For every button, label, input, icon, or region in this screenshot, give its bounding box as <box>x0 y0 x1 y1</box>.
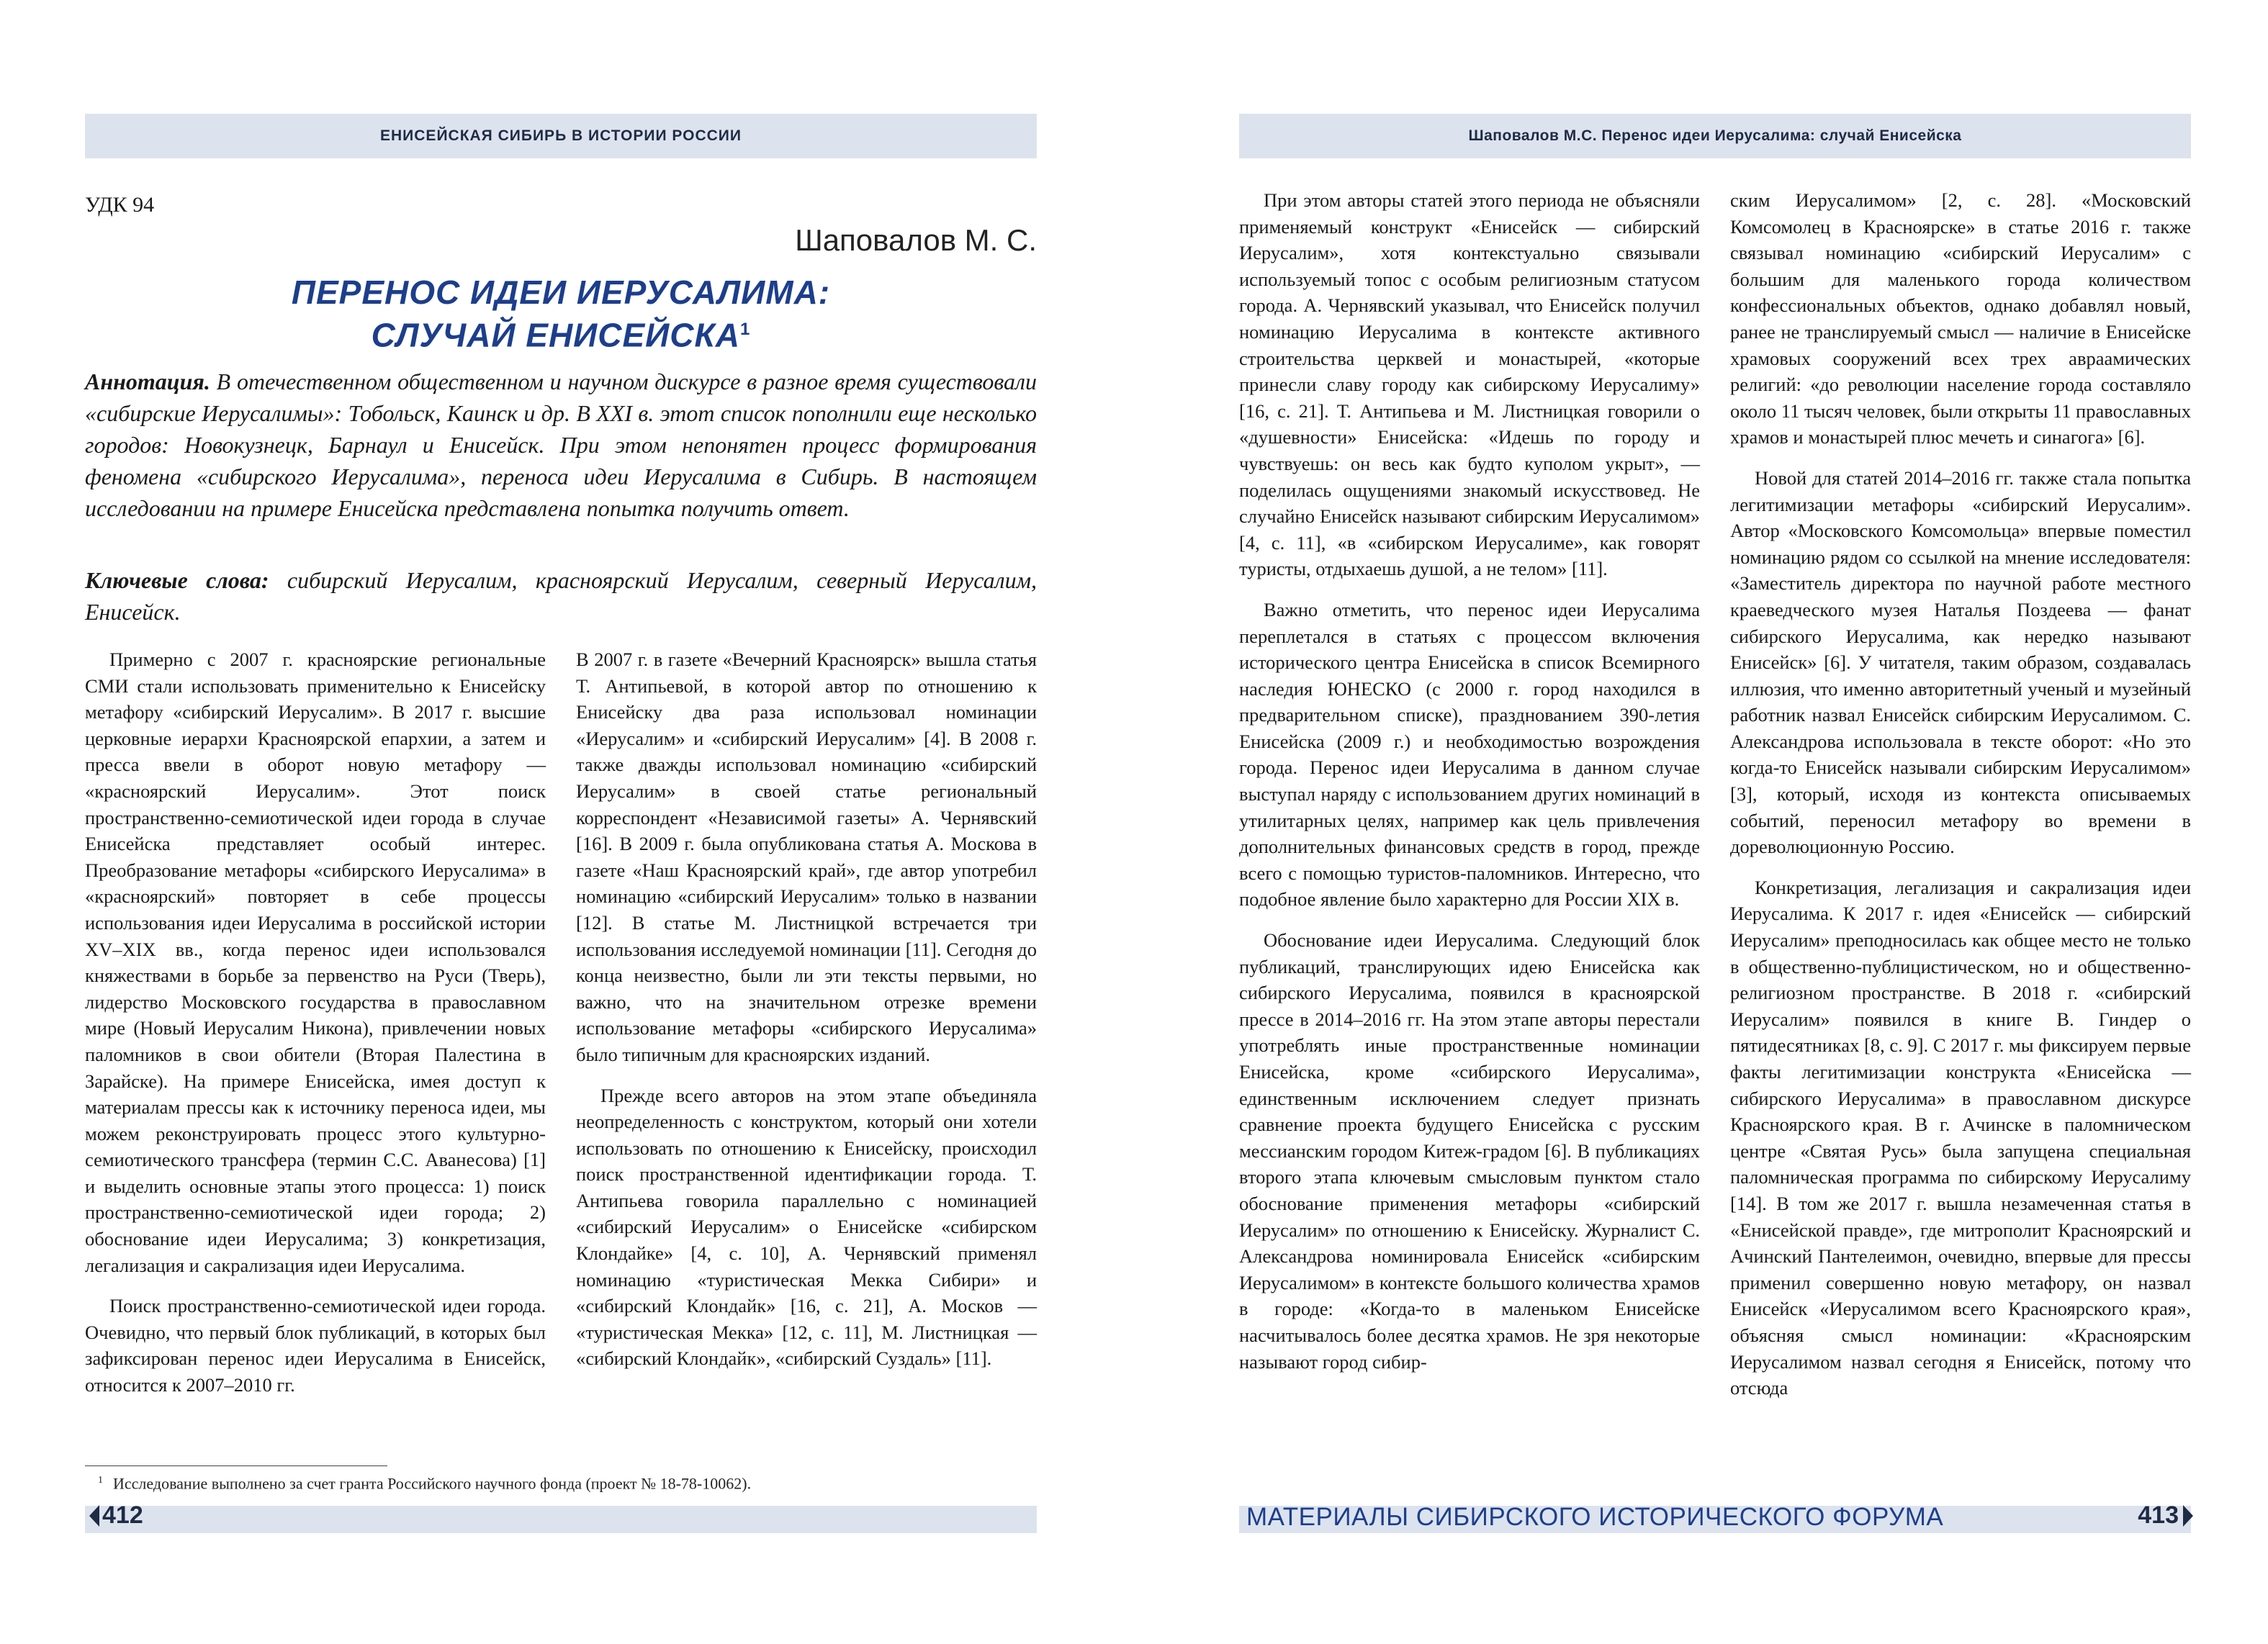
running-header-right: Шаповалов М.С. Перенос идеи Иерусалима: случай Енисейска <box>1239 114 2191 158</box>
abstract <box>85 366 1037 524</box>
journal-title: МАТЕРИАЛЫ СИБИРСКОГО ИСТОРИЧЕСКОГО ФОРУМА <box>1246 1503 1944 1531</box>
footnote <box>98 1470 751 1494</box>
article-title <box>85 274 1037 353</box>
paragraph: Примерно с 2007 г. красноярские региональные СМИ стали использовать применительно к Енисейску метафору «сибирский Иерусалим». В 2017 г. высшие церковные иерархи Красноярской епархии, а затем и пресса ввели в оборот новую метафору — «красноярский Иерусалим». Этот поиск пространственно-семиотической идеи города в случае Енисейска представляет особый интерес. Преобразование метафоры «сибирского Иерусалима» в «красноярский» повторяет в себе процессы использования идеи Иерусалима в российской истории XV–XIX вв., когда перенос идеи использовался княжествами в борьбе за первенство на Руси (Тверь), лидерство Московского государства в православном мире (Новый Иерусалим Никона), привлечении новых паломников в свои обители (Вторая Палестина в Зарайске). На примере Енисейска, имея доступ к материалам прессы как к источнику переноса идеи, мы можем реконструировать процесс этого культурно-семиотического трансфера (термин С.С. Аванесова) [1] и выделить основные этапы этого процесса: 1) поиск пространственно-семиотической идеи города; 2) обоснование идеи Иерусалима; 3) конкретизация, легализация и сакрализация идеи Иерусалима. <box>85 649 546 1276</box>
right-column-2 <box>1730 187 2191 1416</box>
paragraph: Прежде всего авторов на этом этапе объединяла неопределенность с конструктом, который они хотели использовать по отношению к Енисейску, происходил поиск пространственной идентификации города. Т. Антипьева говорила параллельно с номинацией «сибирский Иерусалим» о Енисейске «сибирском Клондайке» [4, с. 10], А. Чернявский применял номинацию «туристическая Мекка Сибири» и «сибирский Клондайк» [16, с. 21], А. Москов — «туристическая Мекка» [12, с. 11], М. Листницкая — «сибирский Клондайк», «сибирский Суздаль» [11]. <box>576 1084 1037 1370</box>
abstract-text: В отечественном общественном и научном дискурсе в разное время существовали «сибирские Иерусалимы»: Тобольск, Каинск и др. В XXI в. этот список пополнили еще несколько городов: Новокузнецк, Барнаул и Енисейск. При этом непонятен процесс формирования феномена «сибирского Иерусалима», переноса идеи Иерусалима в Сибирь. В настоящем исследовании на примере Енисейска представлена попытка получить ответ. <box>85 369 1038 521</box>
paragraph: Важно отметить, что перенос идеи Иерусалима переплетался в статьях с процессом включения исторического центра Енисейска в список Всемирного наследия ЮНЕСКО (с 2000 г. город находился в предварительном списке), празднованием 390-летия Енисейска (2009 г.) и необходимостью возрождения города. Перенос идеи Иерусалима в данном случае выступал наряду с использованием других номинаций в утилитарных целях, например как цель привлечения дополнительных финансовых средств в город, прежде всего с помощью туристов-паломников. Интересно, что подобное явление было характерно для России XIX в. <box>1239 598 1700 911</box>
right-column-1 <box>1239 187 1700 1389</box>
paragraph: Обоснование идеи Иерусалима. Следующий блок публикаций, транслирующих идею Енисейска как сибирского Иерусалима, появился в красноярской прессе в 2014–2016 гг. На этом этапе авторы перестали употреблять иные пространственные номинации Енисейска, кроме «сибирского Иерусалима», единственным исключением следует признать сравнение проекта будущего Енисейска с русским мессианским городом Китеж-градом [6]. В публикациях второго этапа ключевым смысловым пунктом стало обоснование применения метафоры «сибирский Иерусалим» по отношению к Енисейску. Журналист С. Александрова номинировала Енисейск «сибирским Иерусалимом» в контексте большого количества храмов в городе: «Когда-то в маленьком Енисейске насчитывалось более десятка храмов. Не зря некоторые называют город сибир- <box>1239 929 1700 1373</box>
paragraph: ским Иерусалимом» [2, с. 28]. «Московский Комсомолец в Красноярске» в статье 2016 г. также связывал номинацию «сибирский Иерусалим» с большим для маленького города количеством конфессиональных объектов, однако добавлял новый, ранее не транслируемый смысл — наличие в Енисейске храмовых сооружений всех трех авраамических религий: «до революции население города составляло около 11 тысяч человек, были открыты 11 православных храмов и монастырей плюс мечеть и синагога» [6]. <box>1730 189 2191 448</box>
paragraph: Новой для статей 2014–2016 гг. также стала попытка легитимизации метафоры «сибирский Иерусалим». Автор «Московского Комсомольца» впервые поместил номинацию рядом со ссылкой на мнение исследователя: «Заместитель директора по научной работе местного краеведческого музея Наталья Поздеева — фанат сибирского Иерусалима, как нередко называют Енисейск» [6]. У читателя, таким образом, создавалась иллюзия, что именно авторитетный ученый и музейный работник назвал Енисейск сибирским Иерусалимом. С. Александрова использовала в тексте оборот: «Но это когда-то Енисейск называли сибирским Иерусалимом» [3], который, исходя из контекста описываемых событий, переносил метафору во времени в дореволюционную Россию. <box>1730 466 2191 858</box>
left-column-1 <box>85 646 546 1413</box>
footnote-text: Исследование выполнено за счет гранта Российского научного фонда (проект № 18-78-10062). <box>113 1474 752 1493</box>
footnote-divider <box>85 1465 387 1466</box>
paragraph: Поиск пространственно-семиотической идеи города. Очевидно, что первый блок публикаций, в которых был зафиксирован перенос идеи Иерусалима в Енисейск, относится к 2007–2010 гг. <box>85 1295 546 1396</box>
udk-code: УДК 94 <box>85 193 155 217</box>
paragraph: Конкретизация, легализация и сакрализация идеи Иерусалима. К 2017 г. идея «Енисейск — сибирский Иерусалим» преподносилась как общее место не только в общественно-публицистическом, но и общественно-религиозном пространстве. В 2018 г. «сибирский Иерусалим» появился в книге В. Гиндер о пятидесятниках [8, с. 9]. С 2017 г. мы фиксируем первые факты легитимизации конструкта «Енисейска — сибирского Иерусалима» в православном дискурсе Красноярского края. В г. Ачинске в паломническом центре «Святая Русь» была запущена специальная паломническая программа по сибирскому Иерусалиму [14]. В том же 2017 г. вышла незамеченная статья в «Енисейской правде», где митрополит Красноярский и Ачинский Пантелеимон, очевидно, впервые для прессы применил совершенно новую метафору, он назвал Енисейск «Иерусалимом всего Красноярского края», объясняя смысл номинации: «Красноярским Иерусалимом назвал сегодня я Енисейск, потому что отсюда <box>1730 876 2191 1399</box>
right-page <box>1134 0 2268 1644</box>
keywords-text: сибирский Иерусалим, красноярский Иерусалим, северный Иерусалим, Енисейск. <box>85 567 1038 625</box>
author-name: Шаповалов М. С. <box>795 223 1037 257</box>
footnote-mark: 1 <box>98 1475 103 1486</box>
keywords-label: Ключевые слова: <box>85 567 269 593</box>
chevron-left-icon <box>89 1505 99 1527</box>
page-number-right <box>2138 1501 2193 1530</box>
abstract-label: Аннотация. <box>85 369 210 394</box>
keywords <box>85 564 1037 628</box>
title-line-2 <box>85 311 1037 353</box>
footer-band-left <box>85 1506 1037 1533</box>
left-column-2 <box>576 646 1037 1386</box>
running-header-left: ЕНИСЕЙСКАЯ СИБИРЬ В ИСТОРИИ РОССИИ <box>85 114 1037 158</box>
title-footnote-mark: 1 <box>739 320 751 339</box>
title-line-1: ПЕРЕНОС ИДЕИ ИЕРУСАЛИМА: <box>291 274 831 311</box>
page-number-left <box>89 1501 143 1530</box>
page-number-text: 412 <box>102 1501 143 1529</box>
paragraph: При этом авторы статей этого периода не объясняли применяемый конструкт «Енисейск — сибирский Иерусалим», хотя контекстуально связывали используемый топос с особым религиозным статусом города. А. Чернявский указывал, что Енисейск получил номинацию Иерусалима в контексте активного строительства церквей и монастырей, «которые принесли славу городу как сибирскому Иерусалиму» [16, с. 21]. Т. Антипьева и М. Листницкая говорили о «душевности» Енисейска: «Идешь по городу и чувствуешь: он весь как будто куполом укрыт», — поделилась ощущениями знакомый искусствовед. Не случайно Енисейск называют сибирским Иерусалимом» [4, с. 11], «в «сибирском Иерусалиме», как говорят туристы, отдыхаешь душой, а не телом» [11]. <box>1239 189 1700 580</box>
title-line-2-text: СЛУЧАЙ ЕНИСЕЙСКА <box>371 316 740 354</box>
page-number-text: 413 <box>2138 1501 2179 1529</box>
paragraph: В 2007 г. в газете «Вечерний Красноярск» вышла статья Т. Антипьевой, в которой автор по отношению к Енисейску два раза использовал номинации «Иерусалим» и «сибирский Иерусалим» [4]. В 2008 г. также дважды использовал номинацию «сибирский Иерусалим» в своей статье региональный корреспондент «Независимой газеты» А. Чернявский [16]. В 2009 г. была опубликована статья А. Москова в газете «Наш Красноярский край», где автор употребил номинацию «сибирский Иерусалим» только в названии [12]. В статье М. Листницкой встречается три использования исследуемой номинации [11]. Сегодня до конца неизвестно, были ли эти тексты первыми, но важно, что на значительном отрезке времени использование метафоры «сибирского Иерусалима» было типичным для красноярских изданий. <box>576 649 1037 1065</box>
chevron-right-icon <box>2183 1505 2193 1527</box>
